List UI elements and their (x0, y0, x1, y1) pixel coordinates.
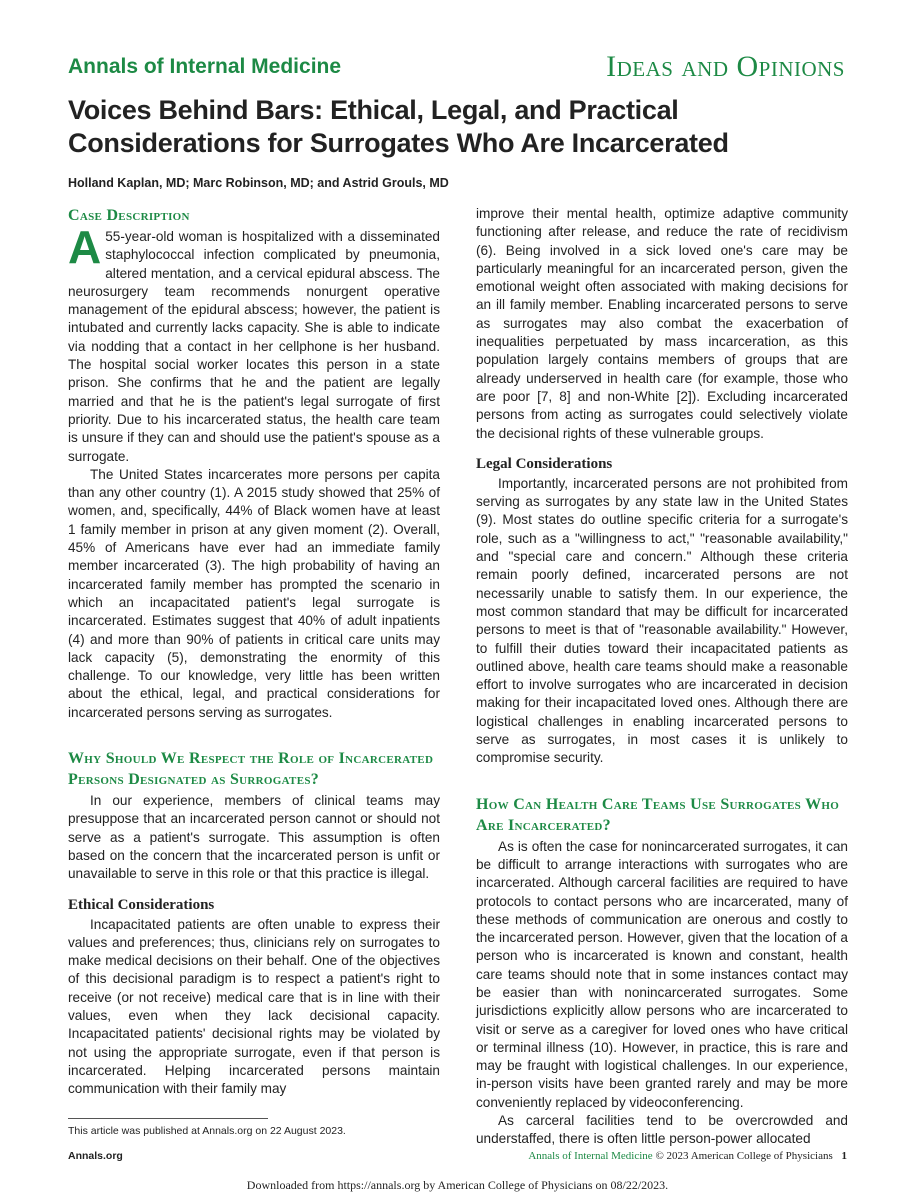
footer-citation (528, 1150, 847, 1162)
section-label: Ideas and Opinions (606, 50, 845, 83)
site-name: Annals.org (68, 1150, 123, 1162)
page-number: 1 (841, 1150, 847, 1162)
footer-copyright: © 2023 American College of Physicians (655, 1150, 833, 1162)
how-paragraph-1: As is often the case for nonincarcerated surrogates, it can be difficult to arrange interactions with surrogates who are incarcerated. Although carceral facilities are required to have protocols to contact persons who are incarcerated, many of these methods of communication are onerous and costly to the incarcerated person. However, given that the location of a person who is incarcerated is known and constant, health care teams should note that in some instances contact may be easier than with nonincarcerated surrogates. Some jurisdictions explicitly allow persons who are incarcerated to visit or serve as a caregiver for loved ones who have critical or terminal illness (10). However, in practice, this is rare and may be fraught with logistical challenges. In our experience, in-person visits have been granted rarely and may be more conveniently replaced by videoconferencing. (476, 838, 848, 1110)
case-paragraph-1 (68, 221, 440, 466)
publication-note: This article was published at Annals.org on 22 August 2023. (68, 1125, 346, 1137)
continued-paragraph: improve their mental health, optimize adaptive community functioning after release, and reduce the rate of recidivism (6). Being involved in a sick loved one's care may be particularly meaningful for an incarcerated person, given the emotional weight often associated with making decisions for an ill family member. Enabling incarcerated persons to serve as surrogates may also combat the exacerbation of inequalities perpetuated by mass incarceration, as this population largely contains members of groups that are already underserved in health care (for example, those who are poor [7, 8] and non-White [2]). Excluding incarcerated persons from acting as surrogates could selectively violate the decisional rights of these vulnerable groups. (476, 206, 848, 441)
ethical-paragraph-1: Incapacitated patients are often unable to express their values and preferences; thus, clinicians rely on surrogates to make medical decisions on their behalf. One of the objectives of this decisional paradigm is to respect a patient's right to receive (or not receive) medical care that is in line with their values, even when they lack decisional capacity. Incapacitated patients' decisional rights may be violated by not using the appropriate surrogate, even if that person is incarcerated. Helping incarcerated persons maintain communication with their family may (68, 916, 440, 1097)
case-paragraph-2: The United States incarcerates more persons per capita than any other country (1). A 2015 study showed that 25% of women, and, specifically, 44% of Black women have at least 1 family member in prison at any given moment (2). Overall, 45% of Americans have ever had an immediate family member incarcerated (3). The high probability of having an incarcerated family member has prompted the scenario in which an incapacitated patient's legal surrogate is incarcerated. Estimates suggest that 40% of adult inpatients (4) and more than 90% of patients in critical care units may lack capacity (5), demonstrating the enormity of this challenge. To our knowledge, very little has been written about the ethical, legal, and practical considerations for incarcerated persons serving as surrogates. (68, 466, 440, 720)
case-paragraph-1-text: 55-year-old woman is hospitalized with a disseminated staphylococcal infection complicated by pneumonia, altered mentation, and a cervical epidural abscess. The neurosurgery team recommends nonurgent operative management of the epidural abscess; however, the patient is intubated and currently lacks capacity. She is able to indicate via nodding that a contact in her cellphone is her husband. The hospital social worker locates this person in a state prison. She confirms that he and the patient are legally married and that he is the patient's legal surrogate of first priority. Due to his incarcerated status, the health care team is unsure if they can and should use the patient's spouse as a surrogate. (68, 229, 440, 464)
drop-cap: A (68, 221, 102, 273)
article-title: Voices Behind Bars: Ethical, Legal, and Practical Considerations for Surrogates Who Are Incarcerated (68, 95, 729, 158)
legal-paragraph-1: Importantly, incarcerated persons are not prohibited from serving as surrogates by any state law in the United States (9). Most states do outline specific criteria for a surrogate's role, such as a "willingness to act," "reasonable availability," and "special care and concern." Although these criteria remain poorly defined, incarcerated persons are not necessarily unable to satisfy them. In our experience, the most common standard that may be difficult for incarcerated persons to meet is that of "reasonable availability." However, to fulfill their duties toward their incapacitated patients as outlined above, health care teams should make a reasonable effort to involve surrogates who are incarcerated in decision making for their incapacitated loved ones. Although there are logistical challenges in enabling incarcerated persons to serve as surrogates, in most cases it is unlikely to compromise security. (476, 475, 848, 766)
right-column (476, 205, 848, 1149)
how-paragraph-2: As carceral facilities tend to be overcrowded and understaffed, there is often little person-power allocated (476, 1113, 848, 1147)
left-column (68, 205, 440, 1098)
why-paragraph-1: In our experience, members of clinical teams may presuppose that an incarcerated person cannot or should not serve as a patient's surrogate. This assumption is often based on the concern that the incarcerated person is unfit or unavailable to serve in this role or that this practice is illegal. (68, 793, 440, 882)
author-list: Holland Kaplan, MD; Marc Robinson, MD; and Astrid Grouls, MD (68, 176, 449, 190)
journal-name: Annals of Internal Medicine (68, 55, 342, 78)
footer-journal: Annals of Internal Medicine (528, 1150, 653, 1162)
ethical-considerations-heading: Ethical Considerations (68, 896, 215, 913)
legal-considerations-heading: Legal Considerations (476, 455, 613, 472)
why-respect-heading: Why Should We Respect the Role of Incarcerated Persons Designated as Surrogates? (68, 750, 434, 789)
how-can-teams-heading: How Can Health Care Teams Use Surrogates Who Are Incarcerated? (476, 795, 840, 834)
footnote-rule (68, 1118, 268, 1119)
case-description-heading: Case Description (68, 207, 190, 224)
download-note: Downloaded from https://annals.org by American College of Physicians on 08/22/2023. (246, 1178, 669, 1192)
